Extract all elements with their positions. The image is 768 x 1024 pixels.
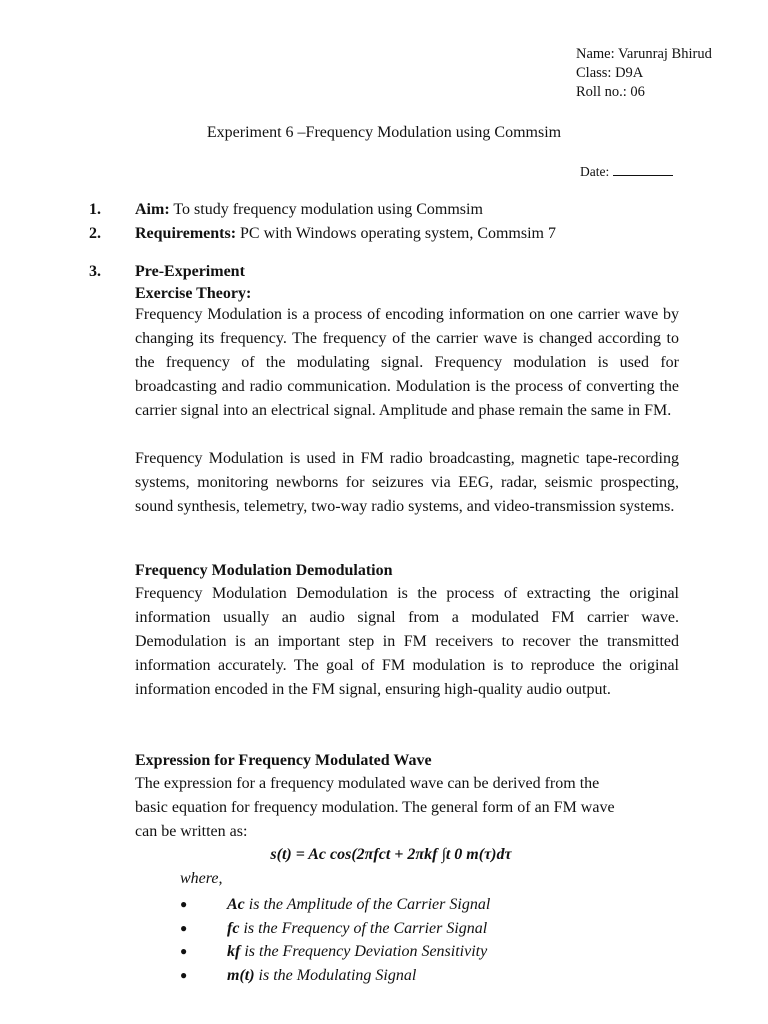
list-item	[180, 940, 490, 964]
fm-formula: s(t) = Ac cos(2πfct + 2πkf ∫t 0 m(τ)dτ	[270, 846, 512, 863]
variable-description: is the Frequency of the Carrier Signal	[239, 919, 488, 937]
requirements-label: Requirements:	[135, 225, 237, 242]
variable-description: is the Modulating Signal	[254, 966, 417, 984]
pre-experiment-heading: Pre-Experiment	[135, 263, 245, 280]
bullet-icon: ●	[180, 897, 188, 911]
theory-paragraph-1: Frequency Modulation is a process of encoding information on one carrier wave by changing its frequency. The frequency of the carrier wave is changed according to the frequency of the modulating signal. Frequency modulation is used for broadcasting and radio communication. Modulation is the process of converting the carrier signal into an electrical signal. Amplitude and phase remain the same in FM.	[135, 306, 679, 419]
demodulation-paragraph: Frequency Modulation Demodulation is the process of extracting the original information usually an audio signal from a modulated FM carrier wave. Demodulation is an important step in FM receivers to recover the transmitted information accurately. The goal of FM modulation is to reproduce the original information encoded in the FM signal, ensuring high-quality audio output.	[135, 585, 679, 698]
variable-description: is the Amplitude of the Carrier Signal	[244, 896, 491, 913]
expression-line-3: can be written as:	[135, 823, 248, 840]
where-label: where,	[180, 870, 223, 887]
item-number-pre-experiment: 3.	[89, 263, 101, 280]
variable-symbol: kf	[227, 943, 241, 960]
variable-list	[180, 893, 490, 987]
student-name: Name: Varunraj Bhirud	[576, 46, 712, 62]
demodulation-heading: Frequency Modulation Demodulation	[135, 562, 393, 579]
list-item	[180, 917, 490, 941]
list-item	[180, 964, 490, 988]
page-title: Experiment 6 –Frequency Modulation using Commsim	[206, 124, 562, 141]
aim-text: To study frequency modulation using Commsim	[169, 201, 483, 218]
requirements-text: PC with Windows operating system, Commsim 7	[236, 225, 556, 242]
bullet-icon: ●	[180, 967, 188, 982]
roll-number: Roll no.: 06	[576, 84, 645, 100]
bullet-icon: ●	[180, 944, 188, 958]
student-class: Class: D9A	[576, 65, 644, 81]
bullet-icon: ●	[180, 920, 188, 935]
aim-line	[135, 201, 483, 219]
variable-symbol: Ac	[227, 896, 245, 913]
item-number-aim: 1.	[89, 201, 101, 218]
item-number-requirements: 2.	[89, 225, 101, 242]
date-blank-line	[613, 163, 673, 176]
variable-symbol: m(t)	[227, 966, 255, 984]
date-field	[580, 163, 673, 180]
expression-heading: Expression for Frequency Modulated Wave	[135, 752, 432, 769]
theory-paragraph-2: Frequency Modulation is used in FM radio broadcasting, magnetic tape-recording systems, monitoring newborns for seizures via EEG, radar, seismic prospecting, sound synthesis, telemetry, two-way radio systems, and video-transmission systems.	[135, 450, 679, 515]
aim-label: Aim:	[135, 201, 170, 218]
requirements-line	[135, 225, 556, 243]
variable-symbol: fc	[227, 919, 240, 937]
variable-description: is the Frequency Deviation Sensitivity	[240, 943, 488, 960]
date-label: Date:	[580, 164, 610, 179]
exercise-theory-heading: Exercise Theory:	[135, 285, 252, 302]
list-item	[180, 893, 490, 917]
expression-line-2: basic equation for frequency modulation. The general form of an FM wave	[135, 799, 615, 816]
expression-line-1: The expression for a frequency modulated wave can be derived from the	[135, 775, 600, 792]
